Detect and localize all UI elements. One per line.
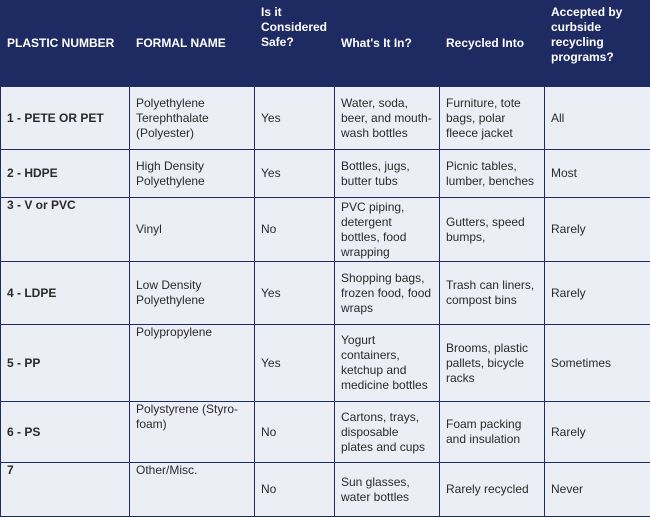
table-row — [1, 262, 650, 325]
safe-cell: Yes — [255, 150, 335, 198]
table-row — [1, 402, 650, 463]
recycled-into-cell: Brooms, plastic pallets, bicycle racks — [440, 325, 545, 402]
plastic-number-cell: 4 - LDPE — [1, 262, 130, 325]
header-plastic-number: PLASTIC NUMBER — [1, 1, 130, 87]
table-row — [1, 87, 650, 150]
whats-in-cell: Sun glasses, water bottles — [335, 463, 440, 517]
header-accepted-curbside: Accepted by curbside recycling programs? — [545, 1, 650, 87]
whats-in-cell: PVC piping, detergent bottles, food wrapping — [335, 198, 440, 262]
accepted-cell: Most — [545, 150, 650, 198]
plastic-number-cell: 1 - PETE OR PET — [1, 87, 130, 150]
recycled-into-cell: Furniture, tote bags, polar fleece jacket — [440, 87, 545, 150]
whats-in-cell: Cartons, trays, disposable plates and cups — [335, 402, 440, 463]
recycled-into-cell: Trash can liners, compost bins — [440, 262, 545, 325]
formal-name-cell: High Density Polyethylene — [130, 150, 255, 198]
formal-name-cell: Vinyl — [130, 198, 255, 262]
recycled-into-cell: Rarely recycled — [440, 463, 545, 517]
formal-name-cell: Low Density Polyethylene — [130, 262, 255, 325]
accepted-cell: Sometimes — [545, 325, 650, 402]
recycled-into-cell: Picnic tables, lumber, benches — [440, 150, 545, 198]
whats-in-cell: Yogurt containers, ketchup and medicine bottles — [335, 325, 440, 402]
plastic-number-cell: 2 - HDPE — [1, 150, 130, 198]
header-row — [1, 1, 650, 87]
safe-cell: Yes — [255, 325, 335, 402]
plastic-number-cell: 3 - V or PVC — [1, 198, 130, 262]
safe-cell: Yes — [255, 87, 335, 150]
safe-cell: No — [255, 198, 335, 262]
table-row — [1, 198, 650, 262]
header-is-safe: Is it Considered Safe? — [255, 1, 335, 87]
safe-cell: No — [255, 402, 335, 463]
whats-in-cell: Bottles, jugs, butter tubs — [335, 150, 440, 198]
header-formal-name: FORMAL NAME — [130, 1, 255, 87]
whats-in-cell: Water, soda, beer, and mouth-wash bottles — [335, 87, 440, 150]
table-row — [1, 463, 650, 517]
table-row — [1, 150, 650, 198]
safe-cell: No — [255, 463, 335, 517]
table-row — [1, 325, 650, 402]
accepted-cell: Rarely — [545, 262, 650, 325]
accepted-cell: Never — [545, 463, 650, 517]
accepted-cell: All — [545, 87, 650, 150]
recycled-into-cell: Foam packing and insulation — [440, 402, 545, 463]
formal-name-cell: Polyethylene Terephthalate (Polyester) — [130, 87, 255, 150]
formal-name-cell: Polypropylene — [130, 325, 255, 402]
accepted-cell: Rarely — [545, 198, 650, 262]
formal-name-cell: Other/Misc. — [130, 463, 255, 517]
formal-name-cell: Polystyrene (Styro-foam) — [130, 402, 255, 463]
accepted-cell: Rarely — [545, 402, 650, 463]
header-whats-it-in: What's It In? — [335, 1, 440, 87]
safe-cell: Yes — [255, 262, 335, 325]
whats-in-cell: Shopping bags, frozen food, food wraps — [335, 262, 440, 325]
plastic-number-cell: 7 — [1, 463, 130, 517]
plastic-number-cell: 6 - PS — [1, 402, 130, 463]
recycled-into-cell: Gutters, speed bumps, — [440, 198, 545, 262]
plastic-number-cell: 5 - PP — [1, 325, 130, 402]
header-recycled-into: Recycled Into — [440, 1, 545, 87]
